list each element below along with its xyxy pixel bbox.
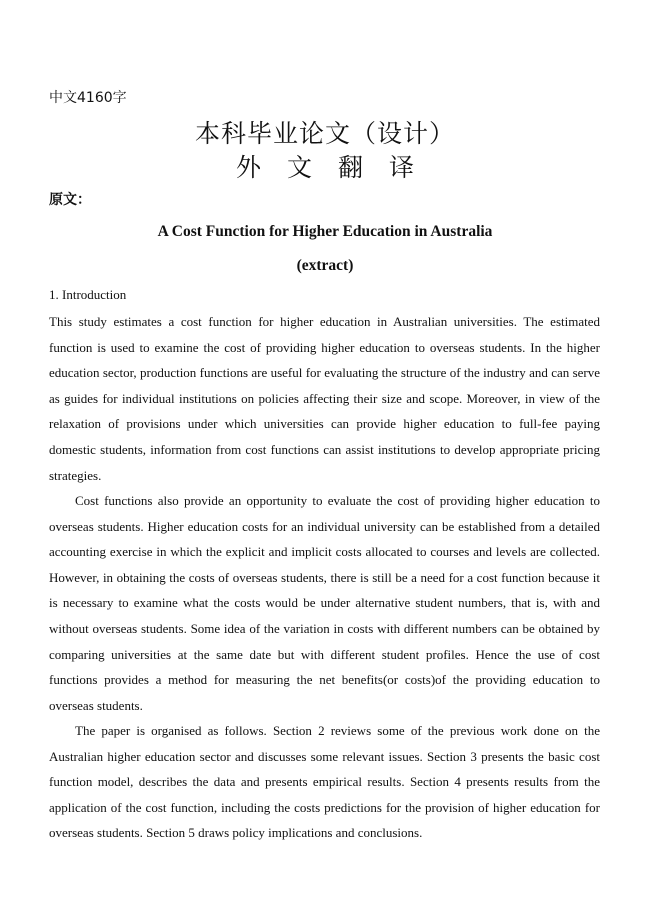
article-title: A Cost Function for Higher Education in Australia	[157, 223, 493, 240]
translation-heading-char: 译	[389, 153, 415, 182]
translation-heading-char: 外	[235, 153, 261, 182]
body-paragraph-3: The paper is organised as follows. Section 2 reviews some of the previous work done on the Australian higher education sector and discusses some relevant issues. Section 3 presents the basic cost function model, describes the data and presents empirical results. Section 4 presents results from the application of the cost function, including the costs predictions for the provision of higher education for overseas students. Section 5 draws policy implications and conclusions.	[49, 723, 600, 841]
translation-heading-char: 翻	[338, 153, 364, 182]
body-paragraph-2: Cost functions also provide an opportunity to evaluate the cost of providing higher education to overseas students. Higher education costs for an individual university can be established from a detailed accounting exercise in which the explicit and implicit costs allocated to courses and levels are collected. However, in obtaining the costs of overseas students, there is still be a need for a cost function because it is necessary to examine what the costs would be under alternative student numbers, that is, with and without overseas students. Some idea of the variation in costs with different numbers can be obtained by comparing universities at the same date but with different student profiles. Hence the use of cost functions provides a method for measuring the net benefits(or costs)of the providing education to overseas students.	[49, 493, 600, 713]
original-text-label: 原文：	[49, 192, 91, 208]
translation-heading	[0, 148, 650, 184]
word-count-note: 中文4160字	[49, 90, 127, 106]
section-heading: 1. Introduction	[49, 287, 127, 302]
body-paragraph-1: This study estimates a cost function for higher education in Australian universities. The estimated function is used to examine the cost of providing higher education to overseas students. In the higher education sector, production functions are useful for evaluating the structure of the industry and can serve as guides for individual institutions on policies affecting their size and scope. Moreover, in view of the relaxation of provisions under which universities can provide higher education to full-fee paying domestic students, information from cost functions can assist institutions to develop appropriate pricing strategies.	[49, 314, 600, 483]
thesis-title: 本科毕业论文（设计）	[194, 119, 455, 148]
translation-heading-char: 文	[286, 153, 312, 182]
article-subtitle: (extract)	[296, 257, 354, 274]
